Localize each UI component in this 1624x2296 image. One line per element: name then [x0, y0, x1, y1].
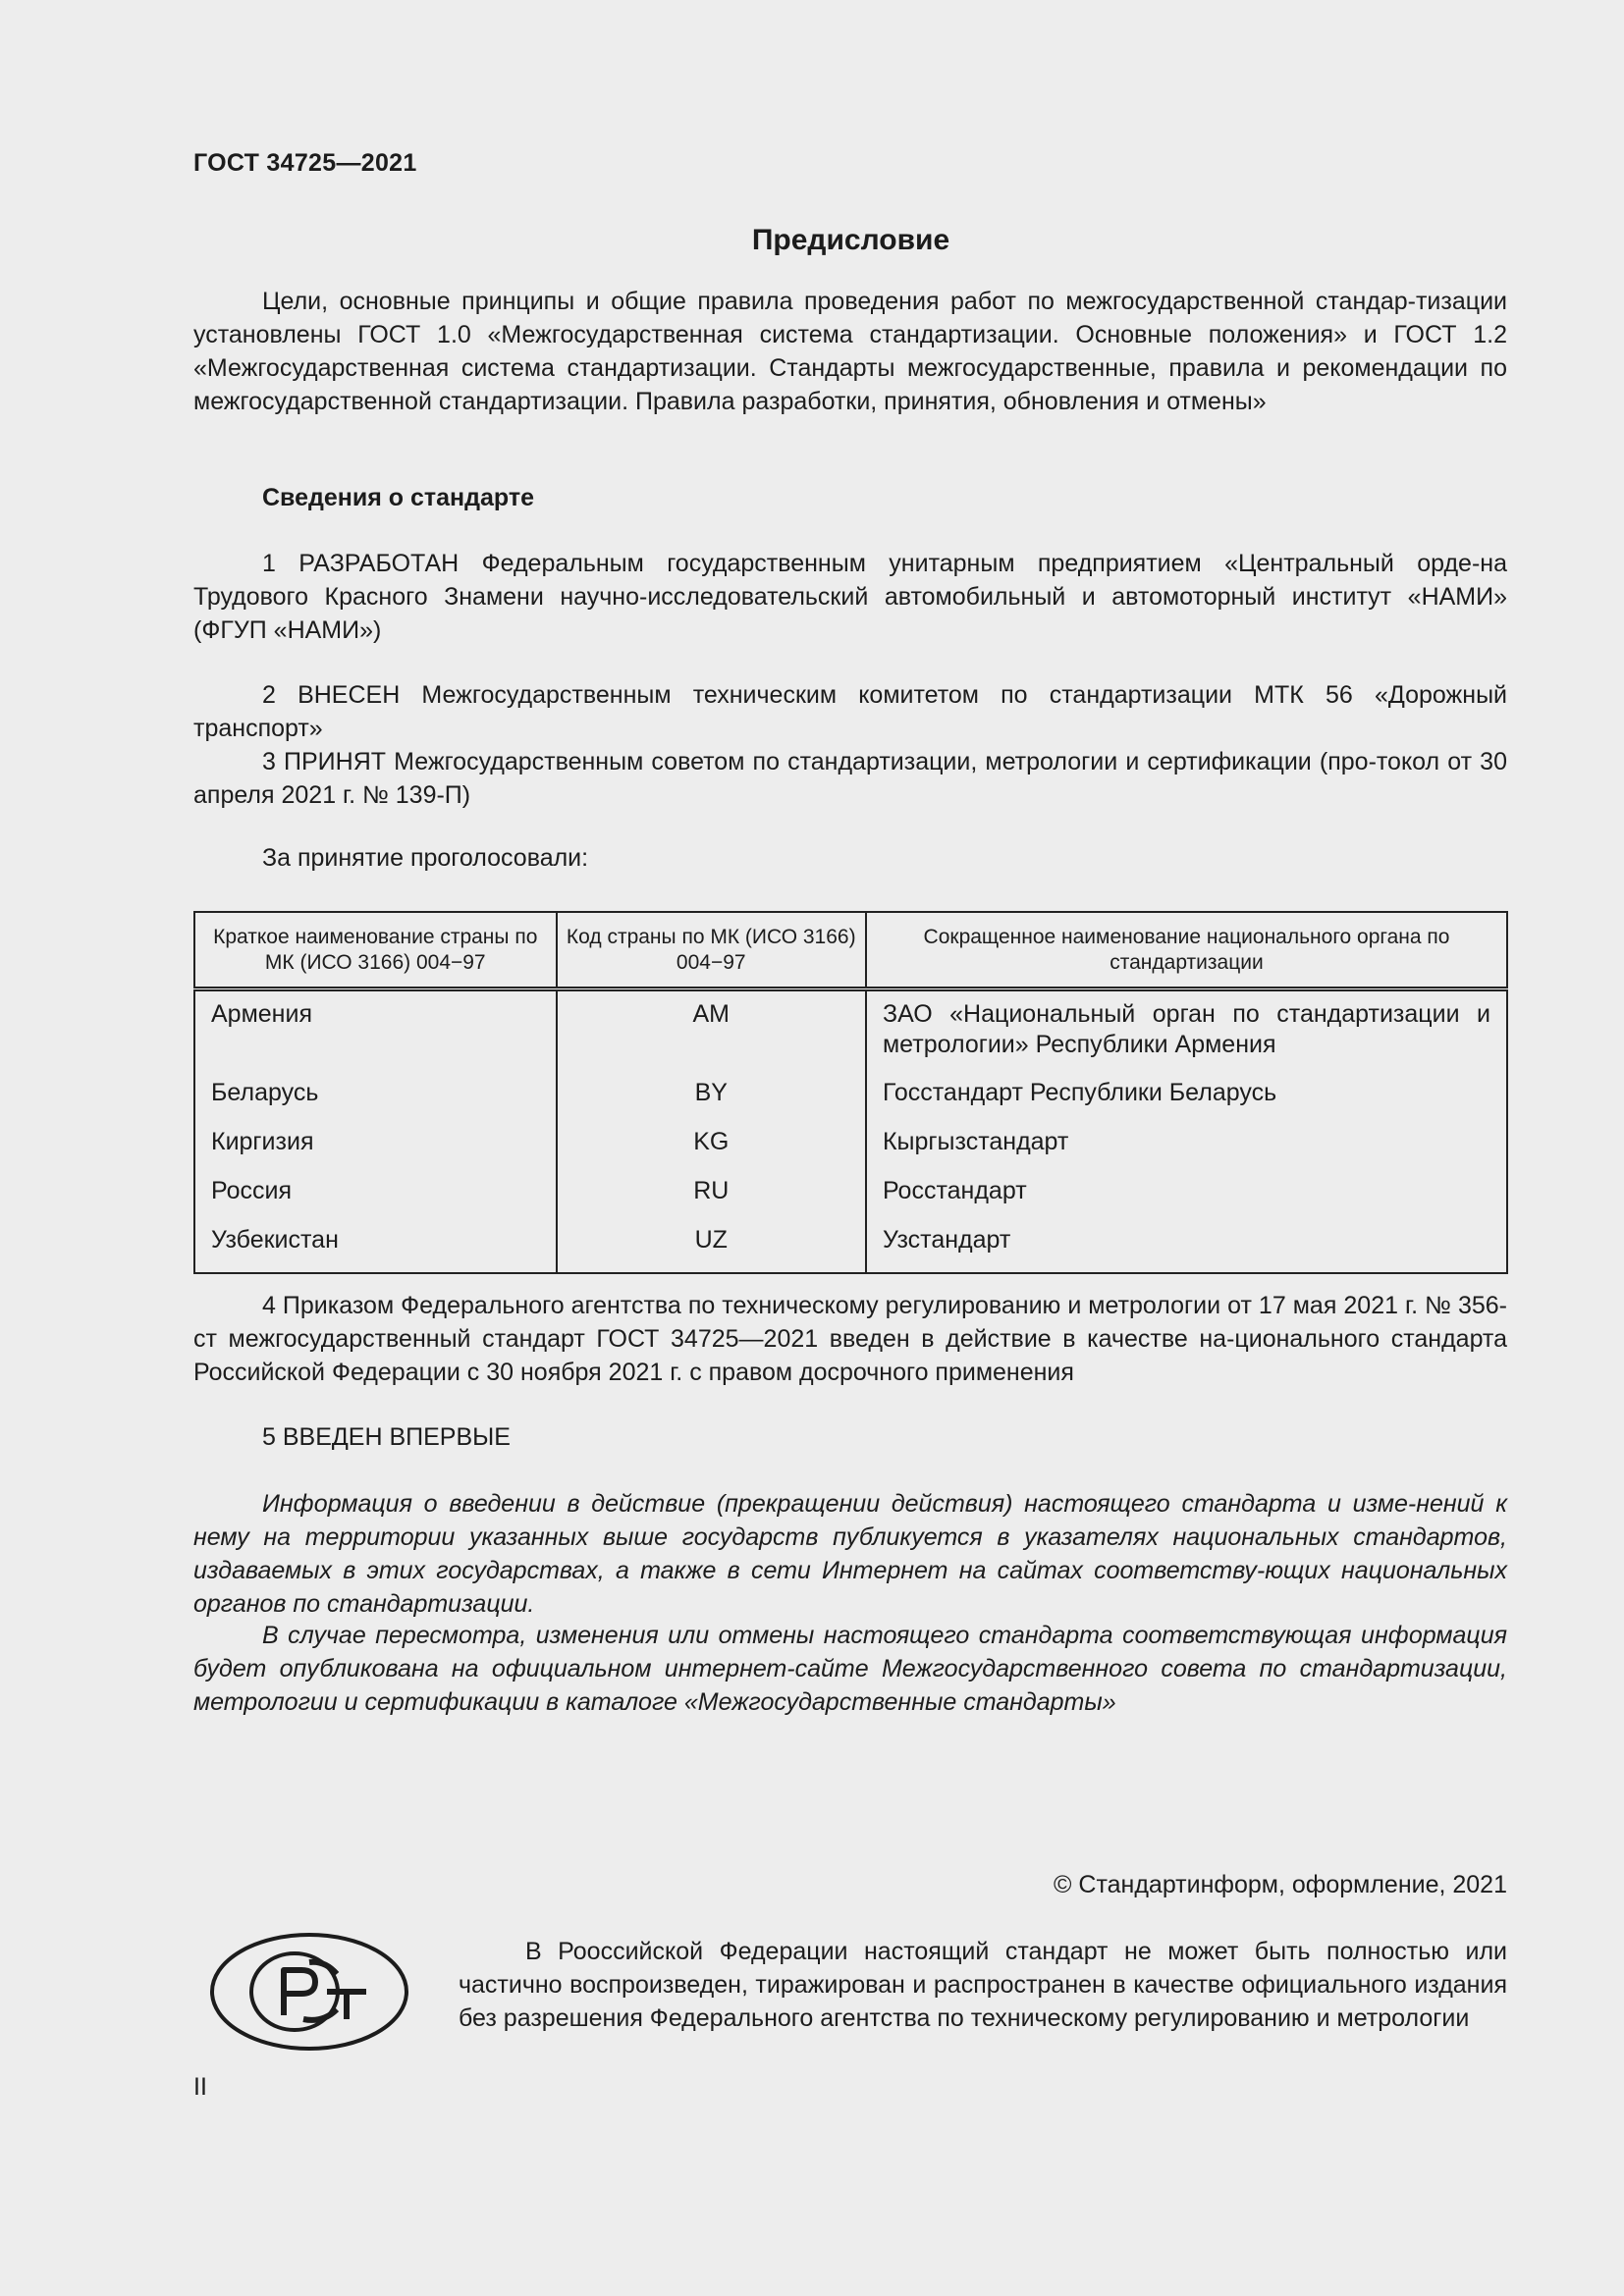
column-header-code: Код страны по МК (ИСО 3166) 004−97 — [557, 912, 866, 989]
item-4-order: 4 Приказом Федерального агентства по техническому регулированию и метрологии от 17 мая 2021 г. № 356-ст межгосударственный стандарт ГОСТ 34725—2021 введен в действие в качестве на-ционального стандарта Российской Федерации с 30 ноября 2021 г. с правом досрочного применения — [193, 1292, 1507, 1386]
column-header-organization: Сокращенное наименование национального органа по стандартизации — [866, 912, 1507, 989]
organization-cell: Узстандарт — [866, 1220, 1507, 1273]
item-3-adopted: 3 ПРИНЯТ Межгосударственным советом по стандартизации, метрологии и сертификации (про-токол от 30 апреля 2021 г. № 139-П) — [193, 748, 1507, 809]
table-row — [194, 989, 1507, 1074]
country-cell: Беларусь — [194, 1073, 557, 1122]
country-cell: Киргизия — [194, 1122, 557, 1171]
info-italic-revision: В случае пересмотра, изменения или отмены настоящего стандарта соответствующая информация будет опубликована на официальном интернет-сайте Межгосударственного совета по стандартизации, метрологии и сертификации в каталоге «Межгосударственные стандарты» — [193, 1622, 1507, 1716]
country-cell: Россия — [194, 1171, 557, 1220]
table-row — [194, 1122, 1507, 1171]
table-row — [194, 1220, 1507, 1273]
code-cell: BY — [557, 1073, 866, 1122]
code-cell: KG — [557, 1122, 866, 1171]
voted-label: За принятие проголосовали: — [262, 844, 589, 872]
organization-cell: Росстандарт — [866, 1171, 1507, 1220]
item-1-developed: 1 РАЗРАБОТАН Федеральным государственным унитарным предприятием «Центральный орде-на Трудового Красного Знамени научно-исследовательский автомобильный и автомоторный институт «НАМИ» (ФГУП «НАМИ») — [193, 550, 1507, 644]
intro-paragraph: Цели, основные принципы и общие правила проведения работ по межгосударственной стандар-тизации установлены ГОСТ 1.0 «Межгосударственная система стандартизации. Основные положения» и ГОСТ 1.2 «Межгосударственная система стандартизации. Стандарты межгосударственные, правила и рекомендации по межгосударственной стандартизации. Правила разработки, принятия, обновления и отмены» — [193, 288, 1507, 415]
page-title: Предисловие — [751, 224, 950, 256]
organization-cell: Кыргызстандарт — [866, 1122, 1507, 1171]
organization-cell: ЗАО «Национальный орган по стандартизации и метрологии» Республики Армения — [866, 989, 1507, 1074]
table-header-row — [194, 912, 1507, 989]
code-cell: RU — [557, 1171, 866, 1220]
info-italic-publication: Информация о введении в действие (прекращении действия) настоящего стандарта и изме-нений к нему на территории указанных выше государств публикуется в указателях национальных стандартов, издаваемых в этих государствах, а также в сети Интернет на сайтах соответству-ющих национальных органов по стандартизации. — [193, 1490, 1507, 1618]
info-heading: Сведения о стандарте — [262, 484, 535, 511]
reproduction-notice: В Рооссийской Федерации настоящий стандарт не может быть полностью или частично воспроизведен, тиражирован и распространен в качестве официального издания без разрешения Федерального агентства по техническому регулированию и метрологии — [459, 1938, 1507, 2032]
code-cell: UZ — [557, 1220, 866, 1273]
country-cell: Узбекистан — [194, 1220, 557, 1273]
table-row — [194, 1171, 1507, 1220]
table-row — [194, 1073, 1507, 1122]
column-header-country: Краткое наименование страны по МК (ИСО 3166) 004−97 — [194, 912, 557, 989]
item-5-introduced: 5 ВВЕДЕН ВПЕРВЫЕ — [262, 1423, 511, 1451]
page-number: II — [193, 2073, 207, 2101]
country-cell: Армения — [194, 989, 557, 1074]
voting-table — [193, 911, 1508, 1274]
document-code: ГОСТ 34725—2021 — [193, 149, 417, 177]
pct-certification-mark-icon — [209, 1931, 409, 2053]
organization-cell: Госстандарт Республики Беларусь — [866, 1073, 1507, 1122]
copyright: © Стандартинформ, оформление, 2021 — [1054, 1871, 1507, 1898]
item-2-submitted: 2 ВНЕСЕН Межгосударственным техническим комитетом по стандартизации МТК 56 «Дорожный транспорт» — [193, 681, 1507, 742]
code-cell: AM — [557, 989, 866, 1074]
